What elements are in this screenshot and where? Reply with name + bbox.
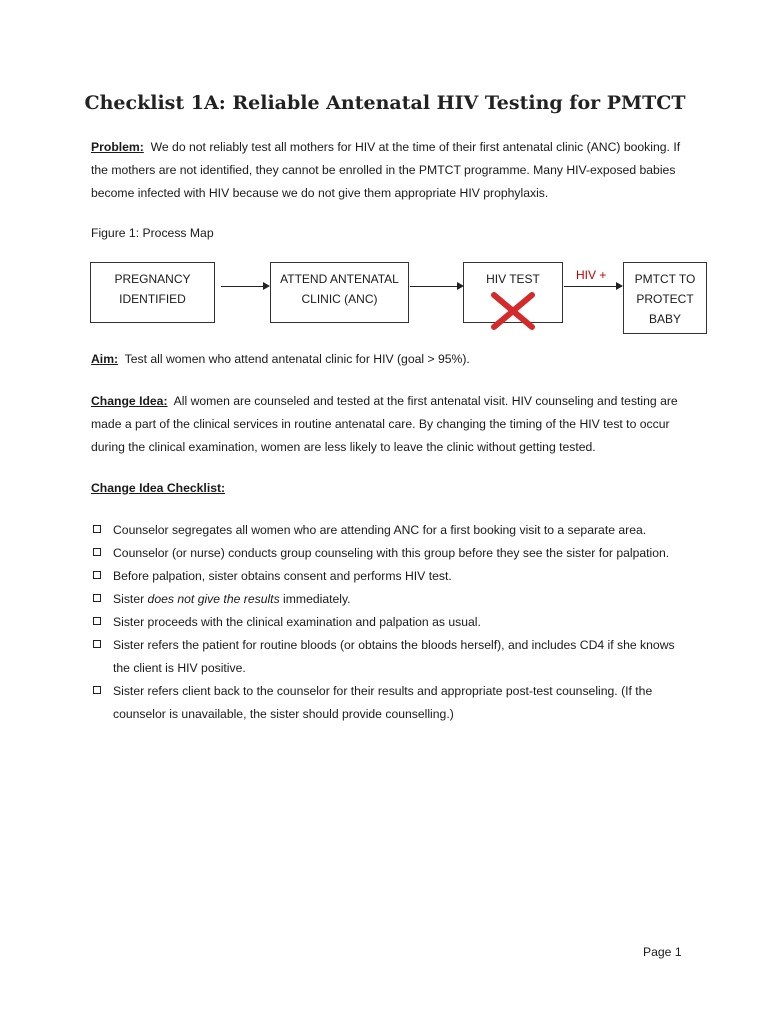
checklist-item	[91, 611, 691, 634]
checklist-item-text: Sister refers client back to the counselor for their results and appropriate post-test counseling. (If the counselor is unavailable, the sister should provide counselling.)	[113, 684, 653, 721]
process-box-anc-line1: ATTEND ANTENATAL	[280, 272, 399, 286]
process-box-pregnancy-line2: IDENTIFIED	[119, 292, 186, 306]
checklist-item	[91, 588, 691, 611]
checklist-item-text-pre: Sister	[113, 592, 148, 606]
process-box-pregnancy	[90, 262, 215, 323]
problem-text: We do not reliably test all mothers for HIV at the time of their first antenatal clinic (ANC) booking. If the mothers are not identified, they cannot be enrolled in the PMTCT programme. Many HIV-exposed babies become infected with HIV because we do not give them appropriate HIV prophylaxis.	[91, 140, 681, 200]
checkbox-icon	[93, 548, 101, 556]
process-box-hiv-test-line1: HIV TEST	[486, 272, 540, 286]
problem-paragraph	[91, 136, 691, 205]
page-number: Page 1	[643, 945, 682, 959]
process-box-pmtct-line2: PROTECT	[636, 292, 694, 306]
checklist-item	[91, 634, 691, 680]
arrow-2	[410, 286, 457, 287]
process-box-pmtct-line1: PMTCT TO	[634, 272, 696, 286]
checklist-item	[91, 519, 691, 542]
arrow-1-head	[263, 282, 270, 290]
process-box-pmtct-line3: BABY	[648, 312, 681, 326]
checklist	[91, 519, 691, 726]
arrow-3-head	[616, 282, 623, 290]
checklist-item-text-post: immediately.	[279, 592, 351, 606]
aim-text: Test all women who attend antenatal clinic for HIV (goal > 95%).	[124, 352, 470, 366]
red-cross-icon	[488, 291, 538, 331]
checklist-heading: Change Idea Checklist:	[91, 481, 226, 495]
hiv-positive-label: HIV +	[576, 268, 607, 282]
arrow-3	[564, 286, 616, 287]
checkbox-icon	[93, 640, 101, 648]
aim-label: Aim:	[91, 352, 119, 366]
checkbox-icon	[93, 617, 101, 625]
checkbox-icon	[93, 686, 101, 694]
arrow-1	[221, 286, 263, 287]
checklist-item	[91, 680, 691, 726]
process-box-pregnancy-line1: PREGNANCY	[114, 272, 191, 286]
change-idea-text: All women are counseled and tested at the first antenatal visit. HIV counseling and testing are made a part of the clinical services in routine antenatal care. By changing the timing of the HIV test to occur during the clinical examination, women are less likely to leave the clinic without getting tested.	[91, 394, 678, 454]
process-box-pmtct	[623, 262, 707, 334]
change-idea-label: Change Idea:	[91, 394, 168, 408]
checkbox-icon	[93, 594, 101, 602]
checkbox-icon	[93, 571, 101, 579]
page-title: Checklist 1A: Reliable Antenatal HIV Testing for PMTCT	[84, 92, 686, 114]
checklist-item	[91, 542, 691, 565]
checklist-item-text: Counselor (or nurse) conducts group counseling with this group before they see the sister for palpation.	[113, 546, 670, 560]
process-box-anc-line2: CLINIC (ANC)	[301, 292, 378, 306]
checklist-item-text: Sister proceeds with the clinical examination and palpation as usual.	[113, 615, 481, 629]
aim-paragraph	[91, 348, 691, 371]
checklist-item-text: Before palpation, sister obtains consent and performs HIV test.	[113, 569, 452, 583]
checklist-item-text: Sister refers the patient for routine bloods (or obtains the bloods herself), and includes CD4 if she knows the client is HIV positive.	[113, 638, 675, 675]
checklist-item-text: Counselor segregates all women who are attending ANC for a first booking visit to a separate area.	[113, 523, 647, 537]
checklist-item-text-emphasis: does not give the results	[147, 592, 280, 606]
process-box-anc	[270, 262, 409, 323]
change-idea-paragraph	[91, 390, 691, 459]
checkbox-icon	[93, 525, 101, 533]
checklist-item	[91, 565, 691, 588]
problem-label: Problem:	[91, 140, 144, 154]
figure-label: Figure 1: Process Map	[91, 226, 214, 240]
